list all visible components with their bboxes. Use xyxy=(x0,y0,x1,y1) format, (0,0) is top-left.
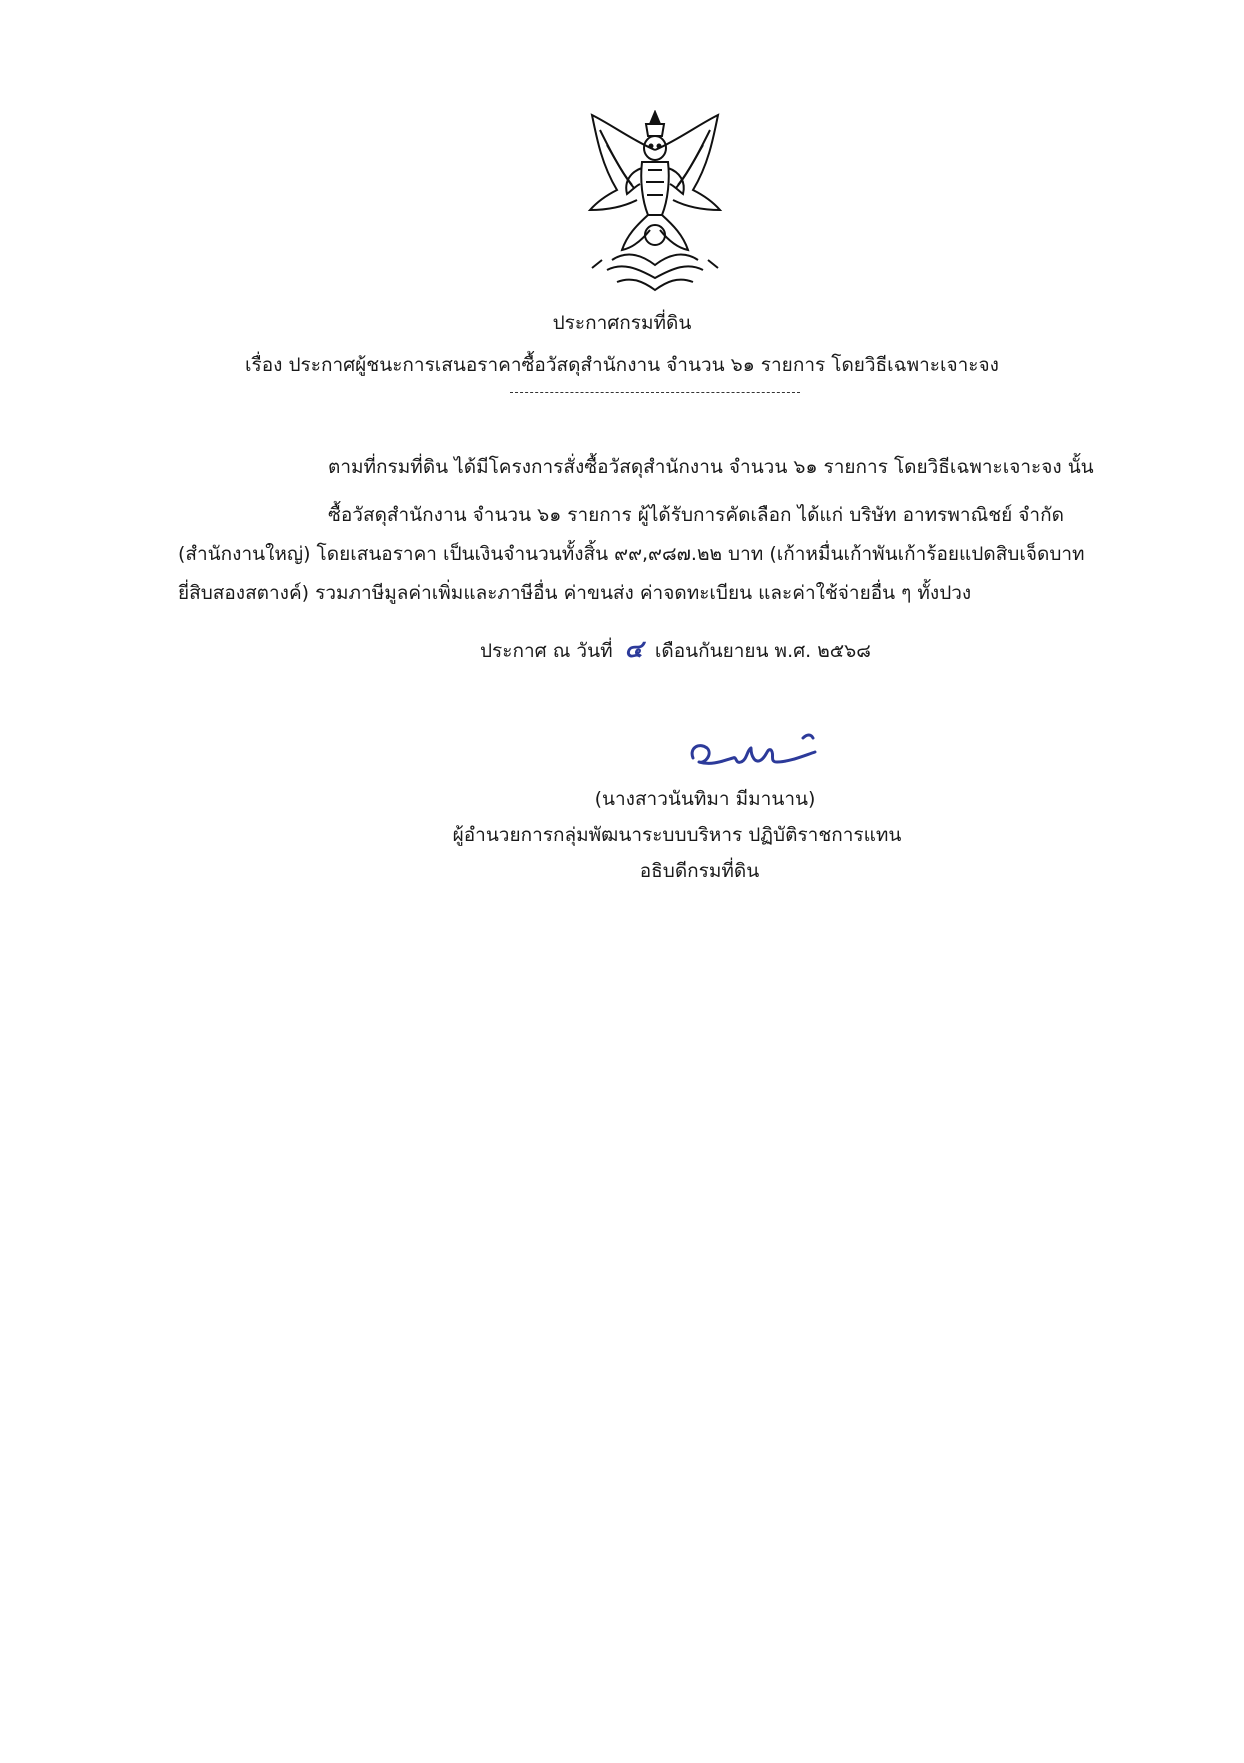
handwritten-signature xyxy=(685,720,845,780)
announce-suffix: เดือนกันยายน พ.ศ. ๒๕๖๘ xyxy=(654,640,871,662)
document-subject: เรื่อง ประกาศผู้ชนะการเสนอราคาซื้อวัสดุสำนักงาน จำนวน ๖๑ รายการ โดยวิธีเฉพาะเจาะจง xyxy=(245,354,999,376)
paragraph-2-line-3: ยี่สิบสองสตางค์) รวมภาษีมูลค่าเพิ่มและภาษีอื่น ค่าขนส่ง ค่าจดทะเบียน และค่าใช้จ่ายอื่น ๆ ทั้งปวง xyxy=(178,582,972,604)
announce-date xyxy=(480,636,871,664)
signer-name: (นางสาวนันทิมา มีมานาน) xyxy=(594,788,816,810)
divider xyxy=(510,392,800,393)
document-title: ประกาศกรมที่ดิน xyxy=(552,312,692,334)
announce-prefix: ประกาศ ณ วันที่ xyxy=(480,640,613,662)
paragraph-1 xyxy=(178,448,1114,487)
paragraph-1-text: ตามที่กรมที่ดิน ได้มีโครงการสั่งซื้อวัสดุสำนักงาน จำนวน ๖๑ รายการ โดยวิธีเฉพาะเจาะจง นั้น xyxy=(328,456,1094,478)
paragraph-2-line-2: (สำนักงานใหญ่) โดยเสนอราคา เป็นเงินจำนวนทั้งสิ้น ๙๙,๙๘๗.๒๒ บาท (เก้าหมื่นเก้าพันเก้าร้อยแปดสิบเจ็ดบาท xyxy=(178,543,1085,565)
garuda-emblem-icon xyxy=(572,110,738,295)
paragraph-2-line-1: ซื้อวัสดุสำนักงาน จำนวน ๖๑ รายการ ผู้ได้รับการคัดเลือก ได้แก่ บริษัท อาทรพาณิชย์ จำกัด xyxy=(328,504,1064,526)
paragraph-2 xyxy=(178,496,1114,613)
signer-title: อธิบดีกรมที่ดิน xyxy=(639,860,760,882)
signer-position: ผู้อำนวยการกลุ่มพัฒนาระบบบริหาร ปฏิบัติราชการแทน xyxy=(452,824,902,846)
announce-day-handwritten: ๔ xyxy=(624,634,643,663)
